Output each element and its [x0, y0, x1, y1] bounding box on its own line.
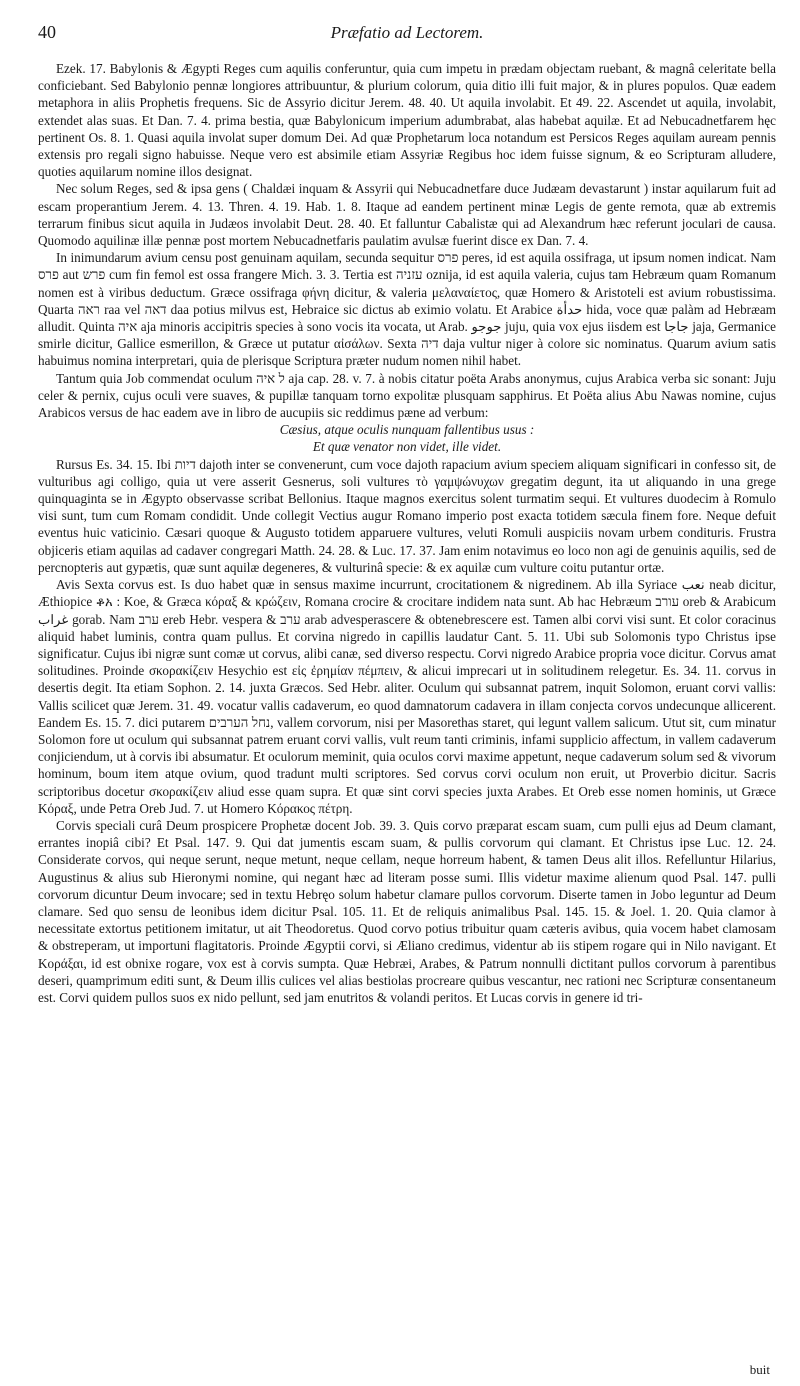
page-header	[38, 22, 776, 52]
verse-line-1: Cæsius, atque oculis nunquam fallentibus usus :	[279, 422, 535, 438]
paragraph-nec-solum: Nec solum Reges, sed & ipsa gens ( Chaldæi inquam & Assyrii qui Nebucadnetfare duce Judæam devastarunt ) instar aquilarum fuit ad escam properantium Jerem. 4. 13. Thren. 4. 19. Hab. 1. 8. Itaque ad eandem pertinent minæ Legis de gente remota, quæ ab extremis terrarum finibus sicut aquila in Judæos involabit Deut. 28. 40. Et falluntur Cabalistæ qui ad Alexandrum hæc referunt joculari de causa. Quomodo aquilinæ illæ pennæ post mortem Nebucadnetfaris paulatim avulsæ fuerint disce ex Dan. 7. 4.	[38, 181, 776, 249]
body-text	[38, 60, 776, 1006]
paragraph-avis-sexta: Avis Sexta corvus est. Is duo habet quæ in sensus maxime incurrunt, crocitationem & nigredinem. Ab illa Syriace نعب neab dicitur, Æthiopice ቆአ : Koe, & Græca κόραξ & κρώζειν, Romana crocire & crocitare indidem nata sunt. Ab hac Hebræum עורב oreb & Arabicum غراب gorab. Nam ערב ereb Hebr. vespera & ערב arab advesperascere & obtenebrescere est. Tamen albi corvi visi sunt. Et color coracinus aliquid habet luminis, contra quam pullus. Et corvina nigredo in capillis laudatur Cant. 5. 11. Ubi sub Solomonis typo Christus ipse significatur. Cujus ibi nigræ sunt comæ ut corvus, alibi canæ, sed diverso respectu. Corvi nigredo Arabice propria voce dicitur. Corvus amat solitudines. Proinde σκορακίζειν Hesychio est εἰς ἐρημίαν πέμπειν, & alicui imprecari ut in solitudinem relegetur. Es. 34. 11. corvus in desertis degit. Ita etiam Sophon. 2. 14. juxta Græcos. Sed Hebr. aliter. Oculum qui subsannat patrem, inquit Solomon, eruant corvi vallis: Vallis scilicet quæ Jerem. 31. 49. vocatur vallis cadaverum, eo quod damnatorum cadavera in illam conjecta corvos undecunque allicerent. Eandem Es. 15. 7. dici putarem נחל הערבים, vallem corvorum, nisi per Masorethas staret, qui legunt vallem salicum. Utut sit, cum minatur Solomon fore ut oculum qui subsannat patrem eruant corvi vallis, vult reum tanti criminis, infami supplicio affectum, in vallem cadaverum conjiciendum, ut à corvis ibi absumatur. Et oculorum meminit, quia oculos corvi maxime appetunt, neque cadaverum solum sed & vivorum hominum, boum item atque ovium, quod tradunt multi scriptores. Sed corvus corvi oculum non eruit, ut Proverbio dicitur. Sacris scriptoribus docetur σκορακίζειν aliud esse quam supra. Et quæ sint corvi species juxta Arabes. Et Oreb esse nomen hominis, ut Græce Κόραξ, unde Petra Oreb Jud. 7. ut Homero Κόρακος πέτρη.	[38, 577, 777, 816]
catchword: buit	[749, 1362, 770, 1377]
running-head: Præfatio ad Lectorem.	[330, 23, 484, 42]
paragraph-tantum: Tantum quia Job commendat oculum ל איה aja cap. 28. v. 7. à nobis citatur poëta Arabs anonymus, cujus Arabica verba sic sonant: Juju celer & pernix, cujus oculi vere suaves, & pupillæ tanquam torno expolitæ plusquam sapphirus. Et Poëta alius Abu Nawas nomine, cujus Arabicos versus de hac eadem ave in libro de aucupiis sic reddimus pæne ad verbum:	[38, 370, 776, 421]
paragraph-rursus: Rursus Es. 34. 15. Ibi דיות dajoth inter se convenerunt, cum voce dajoth rapacium avium speciem aliquam significari in confesso sit, de vulturibus agi colligo, quia ut vere asserit Gesnerus, soli vultures τὸ γαμψώνυχων gregatim degunt, ita ut aliquando in una grege quinquaginta se in Ægypto observasse scribat Bellonius. Itaque magnos exercitus solent turmatim sequi. Et vultures duodecim à Romulo visi sunt, tum cum Romam condidit. Unde collegit Vectius augur Romano imperio post exacta totidem sæcula finem fore. Neque defuit eventus huic vaticinio. Cæsari quoque & Augusto totidem apparuere vultures, veluti Romuli auspiciis novam urbem condituris. Frustra objiceris etiam aquilas ad cadaver congregari Matth. 24. 28. & Luc. 17. 37. Jam enim notavimus eo loco non agi de genuinis aquilis, sed de percnopteris aut gypætis, quæ sunt aquilæ degeneres, & vulturinâ specie: & ex aquilæ cum vulture coitu putantur ortæ.	[38, 456, 776, 575]
paragraph-ezekiel: Ezek. 17. Babylonis & Ægypti Reges cum aquilis conferuntur, quia cum impetu in prædam objectam ruebant, & magnâ celeritate bella conficiebant. Sed Babylonio pennæ longiores attribuuntur, & plurium colorum, quia ditio illi fuit major, & in plures populos. Quæ eadem metaphora in aliis Prophetis frequens. Sic de Assyrio dicitur Jerem. 48. 40. Ut aquila involabit. Et 49. 22. Ascendet ut aquila, involabit, extendet alas suas. Et Dan. 7. 4. prima bestia, quæ Babylonicum imperium adumbrabat, alas habebat aquilæ. Et ad Nebucadnetfarem hęc pertinent Os. 8. 1. Quasi aquila involat super domum Dei. Ad quæ Prophetarum loca notandum est Persicos Reges aquilam auream pennis extensis pro regali signo habuisse. Neque vero est absimile etiam Assyriæ Regibus hoc idem fuisse signum, & eo Scripturam alludere, quoties aquilarum nomine illos designat.	[38, 61, 776, 180]
paragraph-corvis: Corvis speciali curâ Deum prospicere Prophetæ docent Job. 39. 3. Quis corvo præparat escam suam, cum pulli ejus ad Deum clamant, errantes inopiâ cibi? Et Psal. 147. 9. Qui dat jumentis escam suam, & pullis corvorum qui clamant. Et Christus ipse Luc. 12. 24. Considerate corvos, qui neque serunt, neque metunt, neque cellam, neque horreum habent, & tamen Deus alit illos. Refelluntur Hilarius, Augustinus & alius sub Hieronymi nomine, qui negant hæc ad literam posse sumi. Illis videtur maxime alienum quod Psal. 147. pulli corvorum dicuntur Deum invocare; sed in textu Hebręo solum habetur clamare pullos corvorum. Diserte tamen in Jobo leguntur ad Deum clamare. Sed quo sensu de leonibus idem dicitur Psal. 105. 11. Et de reliquis animalibus Psal. 145. 15. & Joel. 1. 20. Quia clamor à necessitate extortus petitionem imitatur, ut ait Theodoretus. Quod corvo potius tribuitur quam cæteris avibus, quia vocem habet clamosam & obstreperam, ut importuni flagitatoris. Proinde Ægyptii corvi, si Æliano credimus, videntur ab iis stipem rogare qui in Nilo navigant. Et Κοράξαι, id est obnixe rogare, vox est à corvis sumpta. Quæ Hebræi, Arabes, & Patrum nonnulli dictitant pullos corvorum à parentibus deseri, quamprimum editi sunt, & Deum illis culices vel alias bestiolas procreare quibus vescantur, nec rationi nec Scripturæ consentaneum est. Corvi quidem pullos suos ex nido pellunt, sed jam enutritos & volandi peritos. Et Lucas corvis in genere id tri-	[38, 817, 776, 1005]
page-number: 40	[38, 22, 56, 42]
paragraph-inimundarum: In inimundarum avium censu post genuinam aquilam, secunda sequitur פרס peres, id est aquila ossifraga, ut ipsum nomen indicat. Nam פרס aut פרש cum fin femol est ossa frangere Mich. 3. 3. Tertia est עזניה oznija, id est aquila valeria, cujus tam Hebræum quam Romanum nomen est à viribus deductum. Græce ossifraga φήνη dicitur, & valeria μελαναίετος, quæ Homero & Aristoteli est avium robustissima. Quarta ראה raa vel דאה daa potius milvus est, Hebraice sic dictus ab eximio volatu. Et Arabice حدأة hida, voce quæ palàm ad Hebræam alludit. Quinta איה aja minoris accipitris species à sono vocis ita vocata, ut Arab. جوجو juju, quia vox ejus iisdem est جاجا jaja, Germanice smirle dicitur, Gallice esmerillon, & Græce ut putatur αἰσάλων. Sexta דיה daja vultur niger à colore sic nominatus. Quarum avium satis habuimus nomina interpretari, quia de plerisque Scriptura præter nudum nomen nihil habet.	[38, 250, 777, 369]
verse-line-2: Et quæ venator non videt, ille videt.	[312, 439, 502, 455]
